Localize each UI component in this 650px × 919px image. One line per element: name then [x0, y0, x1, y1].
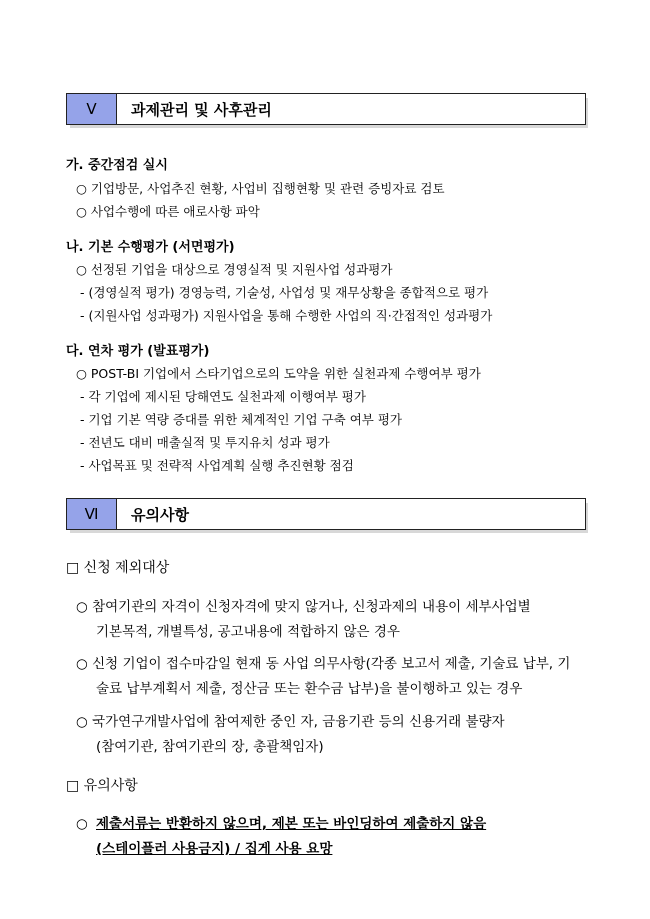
list-item: - 사업목표 및 전략적 사업계획 실행 추진현황 점검: [80, 458, 354, 473]
subsection-heading: 다. 연차 평가 (발표평가): [66, 344, 210, 359]
list-item: ○ 선정된 기업을 대상으로 경영실적 및 지원사업 성과평가: [76, 262, 393, 277]
list-item: - (지원사업 성과평가) 지원사업을 통해 수행한 사업의 직·간접적인 성과평가: [80, 308, 493, 323]
section-number: Ⅴ: [67, 94, 117, 124]
list-item: - 전년도 대비 매출실적 및 투지유치 성과 평가: [80, 435, 330, 450]
list-item: - 기업 기본 역량 증대를 위한 체계적인 기업 구축 여부 평가: [80, 412, 402, 427]
bullet: ○: [76, 816, 88, 832]
section-title: 과제관리 및 사후관리: [131, 100, 272, 119]
box-heading: □ 유의사항: [66, 778, 138, 794]
list-item: - 각 기업에 제시된 당해연도 실천과제 이행여부 평가: [80, 389, 366, 404]
notice-item: [76, 812, 486, 832]
list-item: ○ 국가연구개발사업에 참여제한 중인 자, 금융기관 등의 신용거래 불량자: [76, 714, 505, 730]
section-header-vi: [66, 498, 586, 530]
notice-item-continuation: [96, 837, 332, 857]
section-header-v: [66, 93, 586, 125]
list-item: ○ 참여기관의 자격이 신청자격에 맞지 않거나, 신청과제의 내용이 세부사업별: [76, 599, 531, 615]
section-title: 유의사항: [131, 505, 189, 524]
list-item: ○ 사업수행에 따른 애로사항 파악: [76, 204, 260, 219]
notice-line: (스테이플러 사용금지) / 집게 사용 요망: [96, 841, 333, 857]
list-item-continuation: 기본목적, 개별특성, 공고내용에 적합하지 않은 경우: [96, 624, 400, 640]
list-item-continuation: 술료 납부계획서 제출, 정산금 또는 환수금 납부)을 불이행하고 있는 경우: [96, 681, 523, 697]
box-heading: □ 신청 제외대상: [66, 560, 170, 576]
list-item: ○ 신청 기업이 접수마감일 현재 동 사업 의무사항(각종 보고서 제출, 기술료 납부, 기: [76, 656, 571, 672]
list-item: - (경영실적 평가) 경영능력, 기술성, 사업성 및 재무상황을 종합적으로 평가: [80, 285, 489, 300]
list-item: ○ POST-BI 기업에서 스타기업으로의 도약을 위한 실천과제 수행여부 평가: [76, 366, 481, 381]
notice-line: 제출서류는 반환하지 않으며, 제본 또는 바인딩하여 제출하지 않음: [96, 816, 487, 832]
subsection-heading: 가. 중간점검 실시: [66, 158, 168, 173]
subsection-heading: 나. 기본 수행평가 (서면평가): [66, 240, 235, 255]
list-item-continuation: (참여기관, 참여기관의 장, 총괄책임자): [96, 739, 324, 755]
section-number: Ⅵ: [67, 499, 117, 529]
list-item: ○ 기업방문, 사업추진 현황, 사업비 집행현황 및 관련 증빙자료 검토: [76, 181, 445, 196]
